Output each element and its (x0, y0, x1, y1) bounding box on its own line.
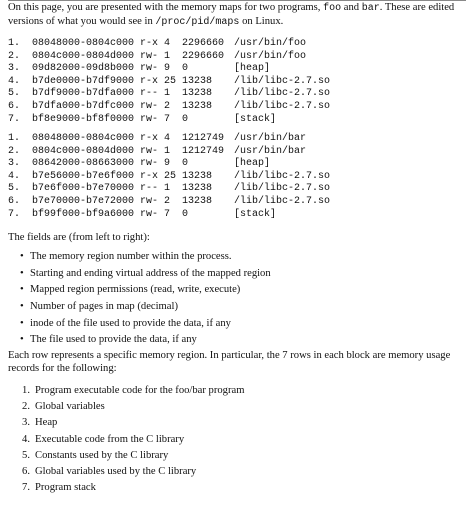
map-row-perms: rw- 7 0 (140, 113, 189, 125)
map-row-number: 6. (8, 100, 21, 112)
intro-text: . These are edited versions of what you would see in (8, 2, 455, 27)
list-item (8, 266, 271, 283)
map-row (8, 146, 448, 159)
map-row (8, 209, 448, 222)
list-item (8, 383, 244, 399)
map-row (8, 51, 448, 64)
map-row-number: 1. (8, 133, 21, 144)
list-item (8, 399, 244, 415)
map-row-perms: rw- 9 0 (140, 63, 189, 75)
list-item (8, 282, 271, 299)
map-row-perms: rw- 2 13238 (140, 100, 213, 112)
field-description: The memory region number within the process. (30, 251, 232, 262)
usage-text: Program executable code for the foo/bar program (35, 385, 245, 396)
proc-maps-path: /proc/pid/maps (155, 16, 240, 28)
field-description: Starting and ending virtual address of the mapped region (30, 267, 271, 279)
region-paragraph: Each row represents a specific memory region. In particular, the 7 rows in each block are memory usage records for the following: (8, 350, 451, 374)
map-row (8, 101, 448, 114)
map-row-number: 4. (8, 75, 21, 87)
map-row-address: b7e70000-b7e72000 (32, 195, 135, 207)
field-description: The file used to provide the data, if any (30, 334, 197, 346)
usage-number: 7. (22, 482, 30, 494)
map-row-address: b7de0000-b7df9000 (32, 75, 135, 87)
map-row-perms: rw- 2 13238 (140, 195, 213, 207)
map-row-path: /usr/bin/foo (234, 38, 307, 49)
map-row-path: /lib/libc-2.7.so (234, 75, 331, 87)
list-item (8, 249, 271, 266)
intro-text: and (341, 2, 362, 13)
map-row-address: b7dfa000-b7dfc000 (32, 100, 135, 112)
map-row-perms: r-x 25 13238 (140, 75, 213, 87)
field-description: Number of pages in map (decimal) (30, 301, 178, 313)
map-row-address: 08642000-08663000 (32, 158, 135, 170)
map-row-address: b7e56000-b7e6f000 (32, 170, 135, 182)
map-row-perms: r-- 1 13238 (140, 183, 213, 195)
map-row-perms: r-- 1 13238 (140, 88, 213, 100)
map-row-address: 09d82000-09d8b000 (32, 63, 135, 75)
field-description: inode of the file used to provide the data, if any (30, 317, 231, 329)
list-item (8, 332, 271, 349)
usage-text: Program stack (35, 482, 96, 494)
map-row-perms: r-x 4 2296660 (140, 38, 225, 49)
map-row-number: 7. (8, 113, 21, 125)
map-row (8, 196, 448, 209)
map-row-perms: r-x 25 13238 (140, 170, 213, 182)
map-row-number: 4. (8, 170, 21, 182)
intro-text: on Linux. (239, 15, 284, 27)
program-name-bar: bar (361, 3, 380, 14)
map-row-address: bf8e9000-bf8f0000 (32, 113, 135, 125)
map-row (8, 133, 448, 146)
map-row-path: /lib/libc-2.7.so (234, 183, 331, 195)
usage-list (8, 383, 244, 496)
map-row-address: b7e6f000-b7e70000 (32, 183, 135, 195)
map-row-path: /usr/bin/bar (234, 145, 307, 157)
fields-list (8, 249, 271, 349)
map-row-address: 0804c000-0804d000 (32, 145, 135, 157)
bullet-icon: • (20, 284, 24, 296)
map-row-address: 08048000-0804c000 (32, 133, 135, 144)
intro-text: On this page, you are presented with the memory maps for two programs, (8, 2, 324, 13)
field-description: Mapped region permissions (read, write, execute) (30, 284, 241, 296)
usage-number: 6. (22, 465, 30, 477)
map-row-perms: rw- 9 0 (140, 158, 189, 170)
map-row (8, 183, 448, 196)
map-row-number: 3. (8, 63, 21, 75)
usage-text: Heap (35, 417, 58, 429)
map-row-address: b7df9000-b7dfa000 (32, 88, 135, 100)
map-row-path: /lib/libc-2.7.so (234, 100, 331, 112)
map-row (8, 88, 448, 101)
map-row-perms: rw- 1 2296660 (140, 50, 225, 62)
usage-number: 4. (22, 433, 30, 445)
map-row-path: /lib/libc-2.7.so (234, 195, 331, 207)
map-row-address: bf99f000-bf9a6000 (32, 208, 135, 220)
list-item (8, 415, 244, 431)
map-row-path: /usr/bin/bar (234, 133, 307, 144)
map-row (8, 76, 448, 89)
usage-text: Global variables (35, 401, 105, 413)
foo-memory-map (8, 38, 448, 126)
map-row-path: /usr/bin/foo (234, 50, 307, 62)
map-row (8, 171, 448, 184)
list-item (8, 480, 244, 496)
map-row-address: 08048000-0804c000 (32, 38, 135, 49)
map-row-number: 5. (8, 88, 21, 100)
usage-number: 5. (22, 449, 30, 461)
map-row-number: 1. (8, 38, 21, 49)
map-row-path: /lib/libc-2.7.so (234, 170, 331, 182)
program-name-foo: foo (323, 3, 342, 14)
map-row-path: [heap] (234, 63, 271, 75)
bullet-icon: • (20, 334, 24, 346)
list-item (8, 464, 244, 480)
map-row-number: 3. (8, 158, 21, 170)
intro-paragraph (8, 2, 468, 29)
usage-number: 2. (22, 401, 30, 413)
map-row-path: /lib/libc-2.7.so (234, 88, 331, 100)
usage-number: 3. (22, 417, 30, 429)
usage-text: Constants used by the C library (35, 449, 169, 461)
map-row-path: [stack] (234, 113, 277, 125)
map-row-perms: rw- 1 1212749 (140, 145, 225, 157)
list-item (8, 432, 244, 448)
map-row-perms: rw- 7 0 (140, 208, 189, 220)
bullet-icon: • (20, 317, 24, 329)
map-row-number: 7. (8, 208, 21, 220)
list-item (8, 316, 271, 333)
usage-text: Global variables used by the C library (35, 465, 197, 477)
bullet-icon: • (20, 267, 24, 279)
map-row-address: 0804c000-0804d000 (32, 50, 135, 62)
map-row-path: [stack] (234, 208, 277, 220)
map-row (8, 158, 448, 171)
bar-memory-map (8, 133, 448, 221)
bullet-icon: • (20, 301, 24, 313)
top-rule (8, 0, 466, 1)
map-row-number: 2. (8, 50, 21, 62)
map-row-number: 5. (8, 183, 21, 195)
map-row (8, 63, 448, 76)
usage-text: Executable code from the C library (35, 433, 185, 445)
map-row-number: 2. (8, 145, 21, 157)
map-row (8, 38, 448, 51)
map-row (8, 114, 448, 127)
map-row-perms: r-x 4 1212749 (140, 133, 225, 144)
bullet-icon: • (20, 251, 24, 262)
map-row-path: [heap] (234, 158, 271, 170)
usage-number: 1. (22, 385, 30, 396)
fields-heading: The fields are (from left to right): (8, 232, 150, 243)
list-item (8, 299, 271, 316)
map-row-number: 6. (8, 195, 21, 207)
list-item (8, 448, 244, 464)
